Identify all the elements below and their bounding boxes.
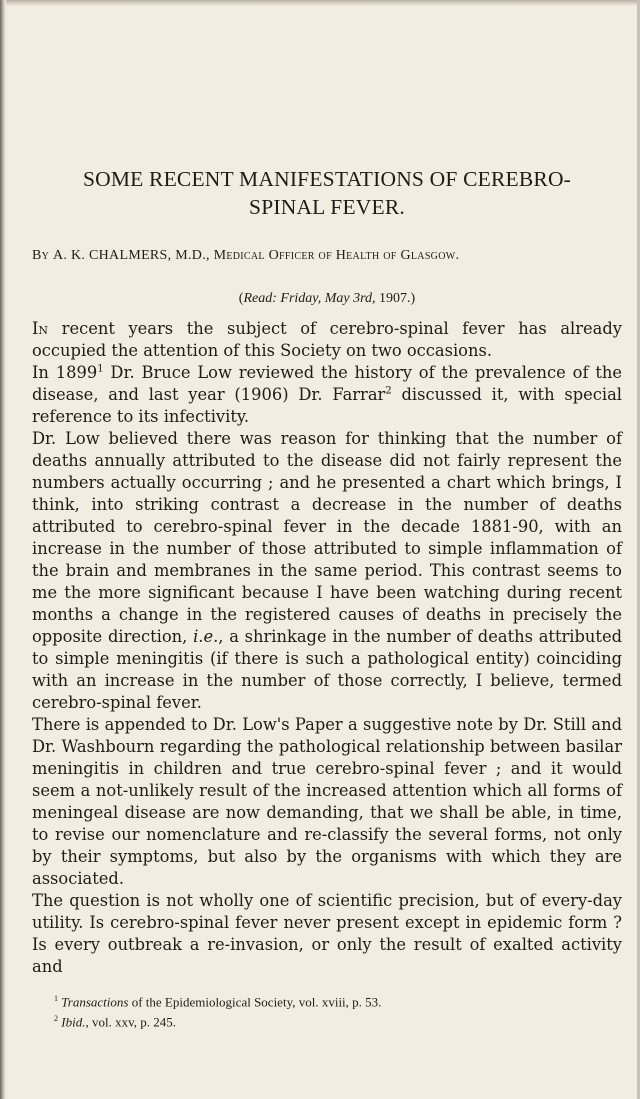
footnote-2-text: , vol. xxv, p. 245. [85,1014,176,1030]
page-binding-shadow [0,0,6,1099]
paragraph-2-text-b: Dr. Bruce Low reviewed the history of the prevalence of the disease, and last year (1906) Dr. Farrar [32,363,622,404]
byline-prefix: By [32,248,50,263]
paragraph-2 [32,362,622,428]
paragraph-2-text-a: In 1899 [32,363,98,382]
footnotes [32,990,622,1031]
document-page [32,165,622,1031]
read-date-note: (Read: Friday, May 3rd, 1907.) [238,291,416,306]
paragraph-4: There is appended to Dr. Low's Paper a suggestive note by Dr. Still and Dr. Washbourn regarding the pathological relationship between basilar meningitis in children and true cerebro-spinal fever ; and it would seem a not-unlikely result of the increased attention which all forms of meningeal disease are now demanding, that we shall be able, in time, to revise our nomenclature and re-classify the several forms, not only by their symptoms, but also by the organisms with which they are associated. [32,715,622,888]
paragraph-3-ie: i.e. [193,627,219,646]
footnote-1 [32,990,622,1010]
read-year: 1907. [379,291,411,306]
paragraph-1-lead: In [32,319,49,338]
paragraph-3 [32,428,622,714]
footnote-1-number: 1 [54,994,58,1003]
article-title [32,165,622,221]
footnote-1-text: of the Epidemiological Society, vol. xviii, p. 53. [128,994,382,1010]
paragraph-2-text-c: discussed it, with special reference to its infectivity. [32,385,623,426]
footnote-2-title: Ibid. [61,1014,86,1030]
paragraph-1-text: recent years the subject of cerebro-spinal fever has already occupied the attention of this Society on two occasions. [32,319,622,360]
read-label: Read: [243,291,277,306]
footnote-2-number: 2 [54,1014,58,1024]
article-title-line-2: SPINAL FEVER. [249,195,405,219]
read-date: Friday, May 3rd, [280,291,376,306]
paragraph-3-text-a: Dr. Low believed there was reason for thinking that the number of deaths annually attributed to the disease did not fairly represent the numbers actually occurring ; and he presented a chart which brings, I think, into striking contrast a decrease in the number of deaths attributed to cerebro-spinal fever in the decade 1881-90, with an increase in the number of those attributed to simple inflammation of the brain and membranes in the same period. This contrast seems to me the more significant because I have been watching during recent months a change in the registered causes of deaths in precisely the opposite direction, [32,429,622,646]
article-body [32,318,622,978]
author-name: A. K. CHALMERS, M.D., [52,248,210,263]
paragraph-5: The question is not wholly one of scientific precision, but of every-day utility. Is cerebro-spinal fever never present except in epidemic form ? Is every outbreak a re-invasion, or only the result of exalted activity and [32,891,622,976]
footnote-1-title: Transactions [61,994,129,1010]
footnote-ref-1: 1 [97,363,104,375]
paragraph-1 [32,318,622,362]
article-title-line-1: SOME RECENT MANIFESTATIONS OF CEREBRO- [82,167,572,191]
paragraph-3-text-b: , a shrinkage in the number of deaths attributed to simple meningitis (if there is such a pathological entity) coinciding with an increase in the number of those correctly, I believe, termed cerebro-spinal fever. [32,627,622,712]
page-top-edge [0,0,640,6]
author-position: Medical Officer of Health of Glasgow. [213,248,460,263]
byline [32,247,622,265]
footnote-ref-2: 2 [385,385,392,397]
footnote-2 [32,1010,622,1030]
